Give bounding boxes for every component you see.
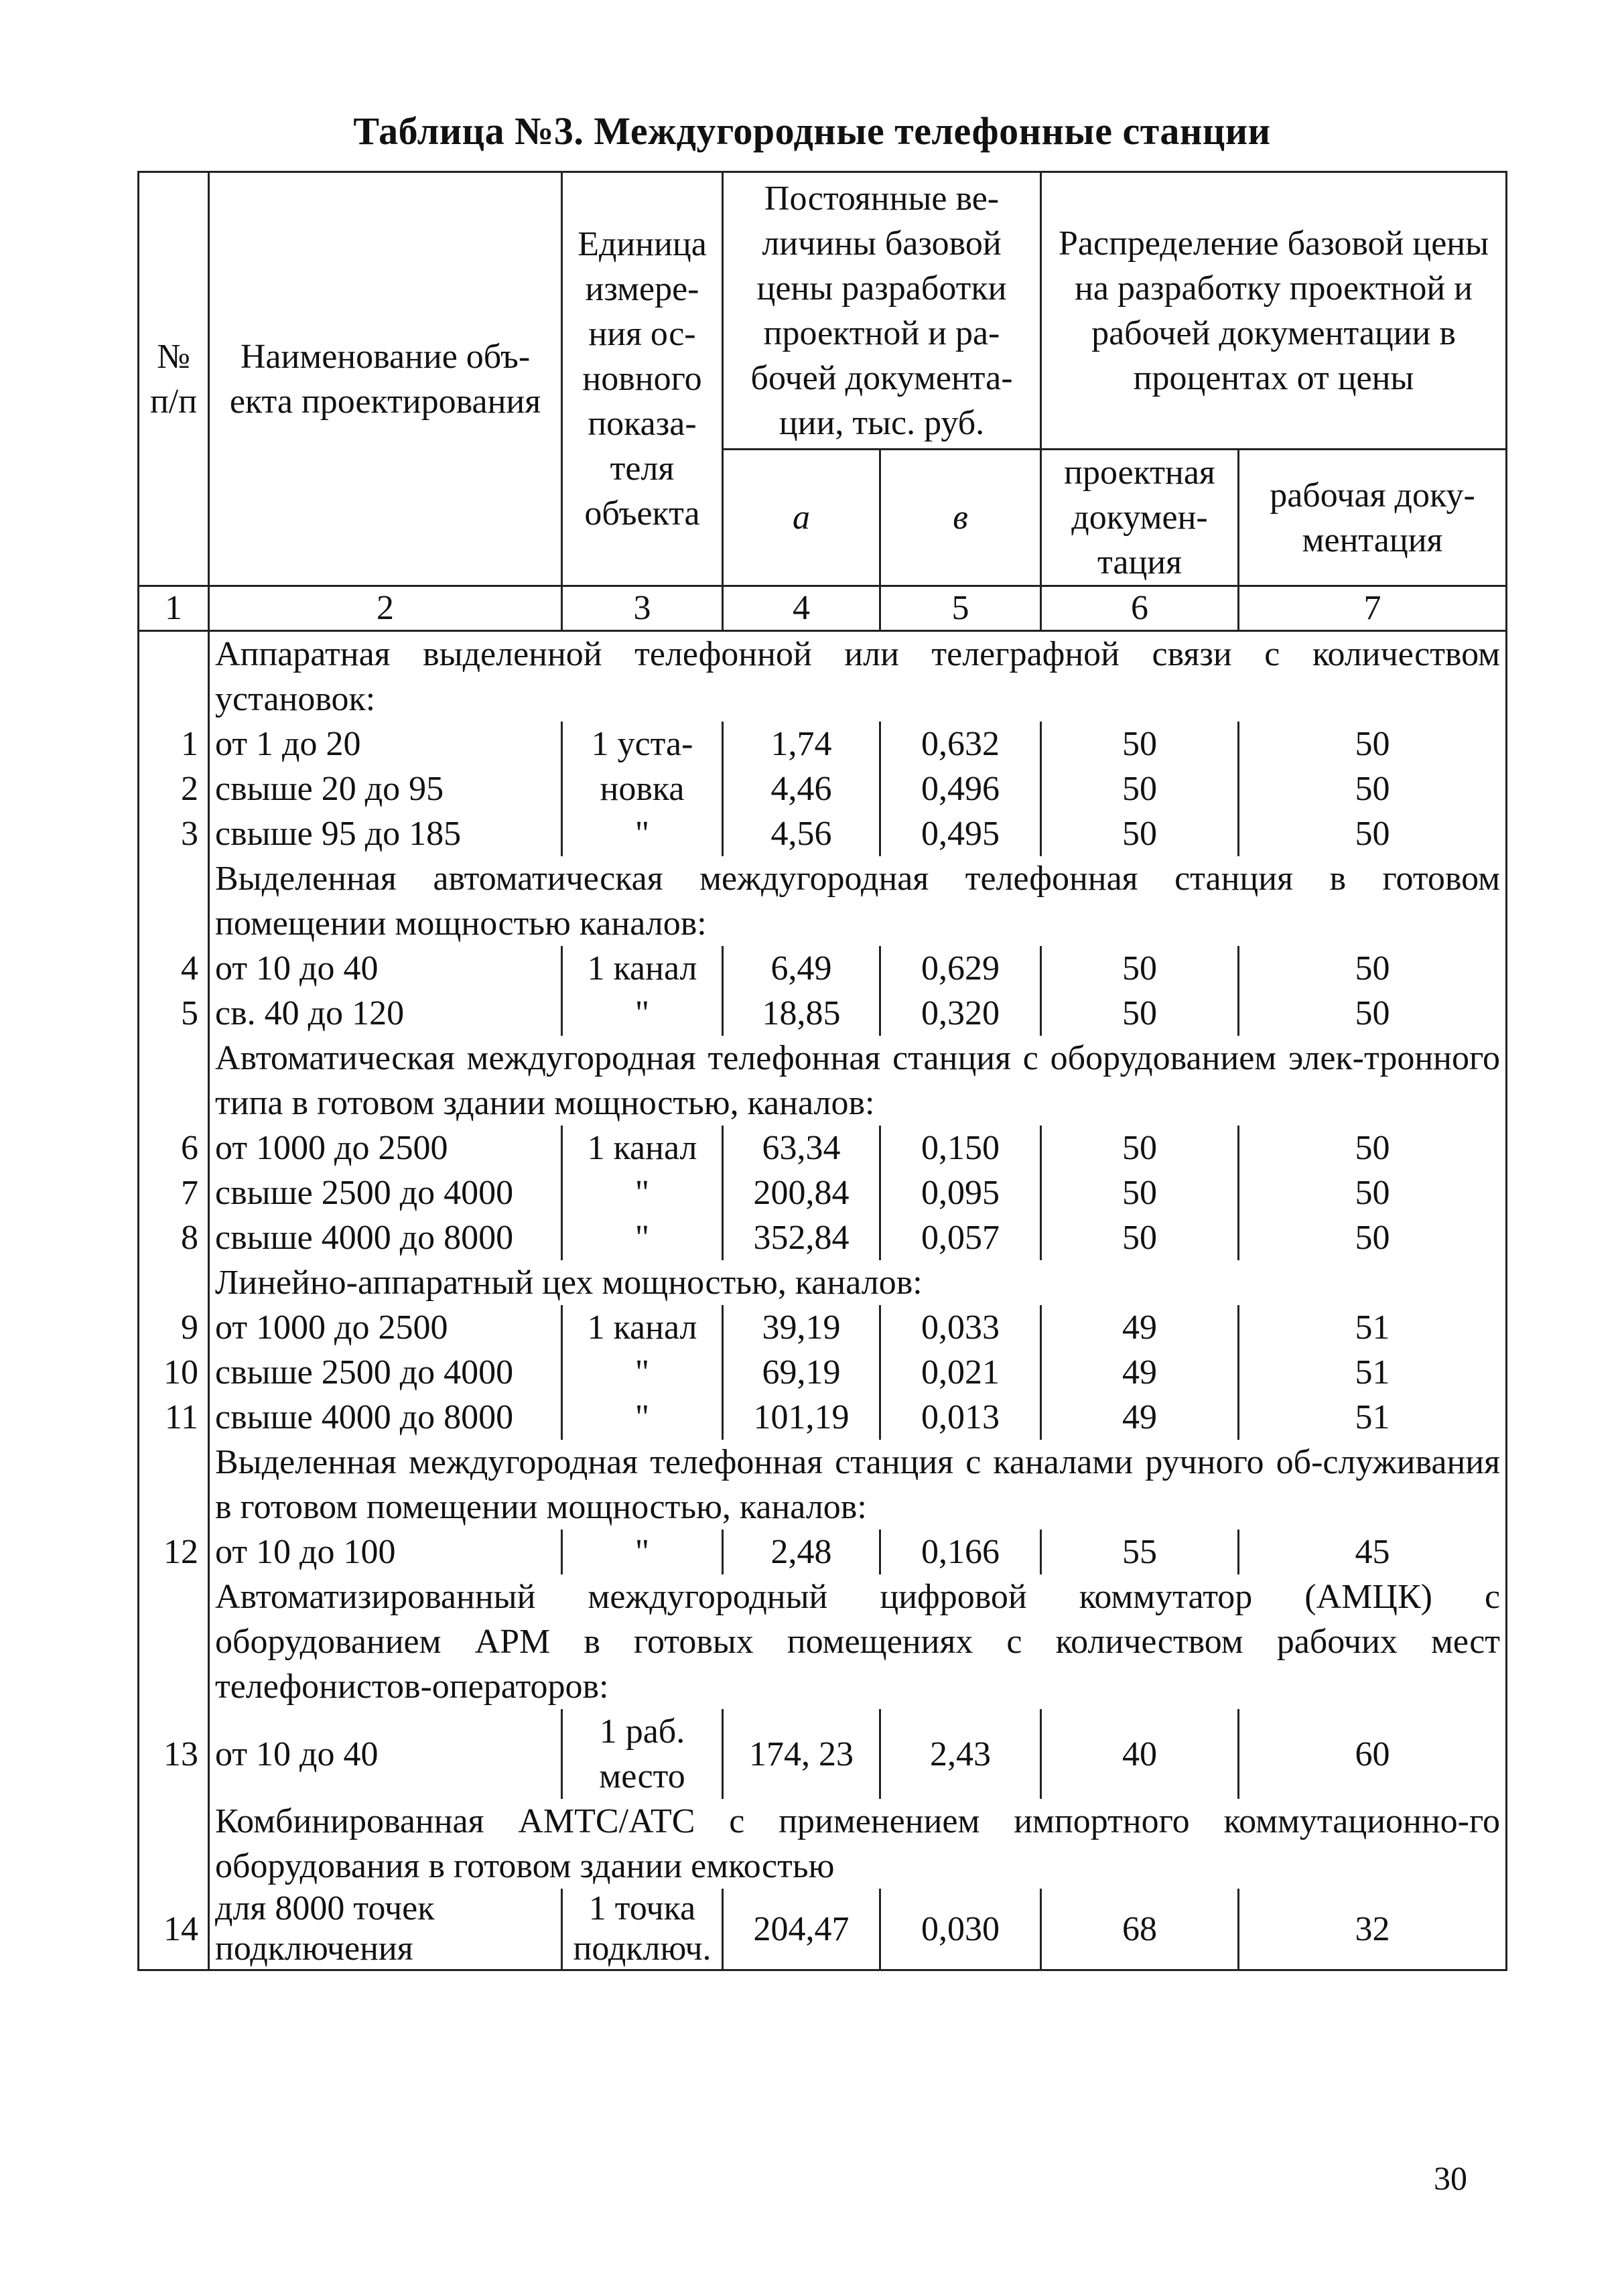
section-heading: Линейно-аппаратный цех мощностью, каналов:	[209, 1260, 1507, 1305]
header-col-index: № п/п	[139, 172, 209, 586]
row-value-a: 200,84	[723, 1170, 880, 1215]
table-row	[139, 1170, 1507, 1215]
row-name: от 10 до 100	[209, 1530, 562, 1574]
row-work-percent: 50	[1239, 766, 1507, 811]
row-work-percent: 60	[1239, 1709, 1507, 1799]
column-number: 6	[1041, 586, 1239, 631]
table-row	[139, 722, 1507, 766]
row-value-b: 0,496	[880, 766, 1041, 811]
row-project-percent: 50	[1041, 946, 1239, 991]
row-value-a: 6,49	[723, 946, 880, 991]
row-index: 9	[139, 1305, 209, 1350]
row-project-percent: 50	[1041, 722, 1239, 766]
row-value-a: 4,56	[723, 811, 880, 856]
row-unit: "	[562, 1530, 723, 1574]
section-heading: Выделенная автоматическая междугородная телефонная станция в готовом помещении мощностью каналов:	[209, 856, 1507, 946]
row-unit: 1 канал	[562, 946, 723, 991]
row-unit: "	[562, 1350, 723, 1395]
row-project-percent: 50	[1041, 1126, 1239, 1170]
row-index: 11	[139, 1395, 209, 1440]
table-row	[139, 946, 1507, 991]
row-value-b: 2,43	[880, 1709, 1041, 1799]
header-sub-work-doc: рабочая доку-ментация	[1239, 450, 1507, 586]
section-index-cell	[139, 1260, 209, 1305]
section-index-cell	[139, 1799, 209, 1889]
header-col-name: Наименование объ-екта проектирования	[209, 172, 562, 586]
column-number: 7	[1239, 586, 1507, 631]
row-value-a: 2,48	[723, 1530, 880, 1574]
row-name: свыше 95 до 185	[209, 811, 562, 856]
section-index-cell	[139, 1574, 209, 1709]
column-number: 3	[562, 586, 723, 631]
row-value-b: 0,320	[880, 991, 1041, 1036]
row-unit: 1 раб. место	[562, 1709, 723, 1799]
row-unit: новка	[562, 766, 723, 811]
row-index: 1	[139, 722, 209, 766]
row-work-percent: 51	[1239, 1350, 1507, 1395]
row-unit: 1 канал	[562, 1126, 723, 1170]
row-value-a: 39,19	[723, 1305, 880, 1350]
row-work-percent: 51	[1239, 1305, 1507, 1350]
section-heading-row	[139, 1440, 1507, 1530]
table-title: Таблица №3. Междугородные телефонные станции	[353, 109, 1271, 153]
table-row	[139, 766, 1507, 811]
section-heading: Автоматическая междугородная телефонная станция с оборудованием элек-тронного типа в готовом здании мощностью, каналов:	[209, 1036, 1507, 1126]
row-value-b: 0,629	[880, 946, 1041, 991]
row-value-b: 0,166	[880, 1530, 1041, 1574]
row-value-a: 18,85	[723, 991, 880, 1036]
row-index: 2	[139, 766, 209, 811]
section-index-cell	[139, 1440, 209, 1530]
table-row	[139, 1395, 1507, 1440]
row-index: 6	[139, 1126, 209, 1170]
row-value-b: 0,033	[880, 1305, 1041, 1350]
row-project-percent: 49	[1041, 1305, 1239, 1350]
row-unit: "	[562, 1395, 723, 1440]
row-index: 10	[139, 1350, 209, 1395]
header-sub-b: в	[880, 450, 1041, 586]
row-work-percent: 45	[1239, 1530, 1507, 1574]
section-heading: Автоматизированный междугородный цифровой коммутатор (АМЦК) с оборудованием АРМ в готовых помещениях с количеством рабочих мест телефонистов-операторов:	[209, 1574, 1507, 1709]
row-project-percent: 50	[1041, 1170, 1239, 1215]
table-row	[139, 1126, 1507, 1170]
row-index: 8	[139, 1215, 209, 1260]
row-work-percent: 50	[1239, 991, 1507, 1036]
row-name: свыше 2500 до 4000	[209, 1350, 562, 1395]
table-row	[139, 811, 1507, 856]
section-index-cell	[139, 631, 209, 722]
row-name: свыше 4000 до 8000	[209, 1395, 562, 1440]
section-index-cell	[139, 856, 209, 946]
row-name: свыше 2500 до 4000	[209, 1170, 562, 1215]
row-value-b: 0,632	[880, 722, 1041, 766]
row-value-b: 0,495	[880, 811, 1041, 856]
row-name: свыше 20 до 95	[209, 766, 562, 811]
row-project-percent: 55	[1041, 1530, 1239, 1574]
row-unit: "	[562, 1170, 723, 1215]
column-numbers-row	[139, 586, 1507, 631]
row-work-percent: 50	[1239, 1126, 1507, 1170]
row-value-b: 0,013	[880, 1395, 1041, 1440]
row-value-a: 4,46	[723, 766, 880, 811]
row-unit: "	[562, 1215, 723, 1260]
row-unit: 1 канал	[562, 1305, 723, 1350]
table-row	[139, 1889, 1507, 1970]
row-value-a: 101,19	[723, 1395, 880, 1440]
table-row	[139, 1215, 1507, 1260]
row-name: от 1000 до 2500	[209, 1305, 562, 1350]
row-project-percent: 50	[1041, 991, 1239, 1036]
header-col-base-price: Постоянные ве-личины базовой цены разработки проектной и ра-бочей документа-ции, тыс. руб.	[723, 172, 1041, 450]
column-number: 4	[723, 586, 880, 631]
row-work-percent: 50	[1239, 946, 1507, 991]
row-work-percent: 51	[1239, 1395, 1507, 1440]
row-index: 13	[139, 1709, 209, 1799]
row-value-a: 204,47	[723, 1889, 880, 1970]
row-index: 12	[139, 1530, 209, 1574]
section-heading-row	[139, 1574, 1507, 1709]
row-unit: 1 уста-	[562, 722, 723, 766]
column-number: 2	[209, 586, 562, 631]
column-number: 5	[880, 586, 1041, 631]
row-value-a: 174, 23	[723, 1709, 880, 1799]
row-work-percent: 32	[1239, 1889, 1507, 1970]
row-name: св. 40 до 120	[209, 991, 562, 1036]
row-project-percent: 68	[1041, 1889, 1239, 1970]
row-value-b: 0,030	[880, 1889, 1041, 1970]
stations-table	[137, 171, 1507, 1971]
row-value-a: 69,19	[723, 1350, 880, 1395]
row-index: 14	[139, 1889, 209, 1970]
row-name: свыше 4000 до 8000	[209, 1215, 562, 1260]
column-number: 1	[139, 586, 209, 631]
row-value-a: 352,84	[723, 1215, 880, 1260]
row-name: для 8000 точек подключения	[209, 1889, 562, 1970]
table-row	[139, 1350, 1507, 1395]
row-work-percent: 50	[1239, 722, 1507, 766]
row-unit: "	[562, 991, 723, 1036]
row-value-a: 63,34	[723, 1126, 880, 1170]
row-name: от 10 до 40	[209, 946, 562, 991]
section-index-cell	[139, 1036, 209, 1126]
section-heading-row	[139, 1260, 1507, 1305]
section-heading: Комбинированная АМТС/АТС с применением импортного коммутационно-го оборудования в готовом здании емкостью	[209, 1799, 1507, 1889]
section-heading: Выделенная междугородная телефонная станция с каналами ручного об-служивания в готовом помещении мощностью, каналов:	[209, 1440, 1507, 1530]
row-project-percent: 49	[1041, 1350, 1239, 1395]
row-value-a: 1,74	[723, 722, 880, 766]
row-index: 3	[139, 811, 209, 856]
section-heading-row	[139, 1036, 1507, 1126]
table-body	[139, 631, 1507, 1970]
table-row	[139, 1530, 1507, 1574]
row-work-percent: 50	[1239, 811, 1507, 856]
row-work-percent: 50	[1239, 1170, 1507, 1215]
table-row	[139, 1709, 1507, 1799]
row-name: от 1 до 20	[209, 722, 562, 766]
row-project-percent: 49	[1041, 1395, 1239, 1440]
row-name: от 1000 до 2500	[209, 1126, 562, 1170]
page-number: 30	[1434, 2159, 1467, 2197]
row-value-b: 0,150	[880, 1126, 1041, 1170]
row-value-b: 0,095	[880, 1170, 1041, 1215]
header-col-distribution: Распределение базовой цены на разработку проектной и рабочей документации в процентах от цены	[1041, 172, 1507, 450]
section-heading: Аппаратная выделенной телефонной или телеграфной связи с количеством установок:	[209, 631, 1507, 722]
row-index: 7	[139, 1170, 209, 1215]
row-project-percent: 50	[1041, 766, 1239, 811]
row-value-b: 0,057	[880, 1215, 1041, 1260]
row-unit: "	[562, 811, 723, 856]
row-unit: 1 точка подключ.	[562, 1889, 723, 1970]
header-col-unit: Единица измере-ния ос-новного показа-теля объекта	[562, 172, 723, 586]
section-heading-row	[139, 631, 1507, 722]
row-project-percent: 40	[1041, 1709, 1239, 1799]
row-name: от 10 до 40	[209, 1709, 562, 1799]
row-project-percent: 50	[1041, 1215, 1239, 1260]
header-sub-a: а	[723, 450, 880, 586]
row-work-percent: 50	[1239, 1215, 1507, 1260]
row-project-percent: 50	[1041, 811, 1239, 856]
header-sub-project-doc: проектная докумен-тация	[1041, 450, 1239, 586]
row-index: 4	[139, 946, 209, 991]
row-index: 5	[139, 991, 209, 1036]
table-row	[139, 991, 1507, 1036]
section-heading-row	[139, 856, 1507, 946]
table-row	[139, 1305, 1507, 1350]
section-heading-row	[139, 1799, 1507, 1889]
table-header	[139, 172, 1507, 586]
row-value-b: 0,021	[880, 1350, 1041, 1395]
